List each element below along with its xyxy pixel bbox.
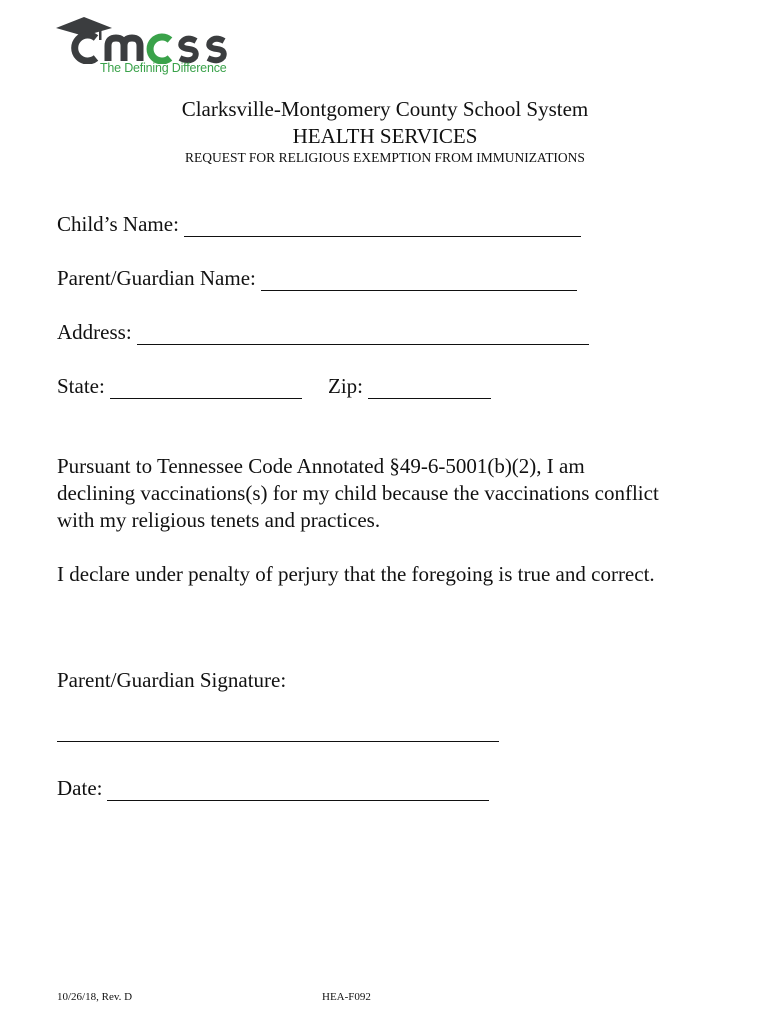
revision-date: 10/26/18, Rev. D xyxy=(57,991,133,1003)
date-label: Date: xyxy=(57,776,103,800)
address-field[interactable] xyxy=(57,320,589,345)
signature-blank[interactable] xyxy=(57,719,499,742)
address-label: Address: xyxy=(57,320,132,344)
paragraph-line: declining vaccinations(s) for my child because the vaccinations conflict xyxy=(57,481,659,505)
child-name-label: Child’s Name: xyxy=(57,212,179,236)
paragraph-line: with my religious tenets and practices. xyxy=(57,508,381,532)
paragraph-line: Pursuant to Tennessee Code Annotated §49-6-5001(b)(2), I am xyxy=(57,454,585,478)
signature-label: Parent/Guardian Signature: xyxy=(57,668,287,692)
state-label: State: xyxy=(57,374,105,398)
form-number: HEA-F092 xyxy=(322,991,371,1003)
child-name-blank[interactable] xyxy=(184,214,581,237)
logo-tagline: The Defining Difference xyxy=(100,61,227,75)
state-blank[interactable] xyxy=(110,376,302,399)
exemption-paragraph xyxy=(57,453,659,534)
parent-name-field[interactable] xyxy=(57,266,577,291)
zip-field[interactable] xyxy=(328,374,491,399)
parent-name-label: Parent/Guardian Name: xyxy=(57,266,256,290)
address-blank[interactable] xyxy=(137,322,589,345)
state-field[interactable] xyxy=(57,374,302,399)
perjury-declaration: I declare under penalty of perjury that the foregoing is true and correct. xyxy=(57,562,655,586)
child-name-field[interactable] xyxy=(57,212,581,237)
zip-blank[interactable] xyxy=(368,376,491,399)
form-title: REQUEST FOR RELIGIOUS EXEMPTION FROM IMMUNIZATIONS xyxy=(185,150,585,165)
logo-graphic xyxy=(56,14,246,64)
department-name: HEALTH SERVICES xyxy=(292,124,478,148)
date-field[interactable] xyxy=(57,776,489,801)
zip-label: Zip: xyxy=(328,374,363,398)
organization-name: Clarksville-Montgomery County School System xyxy=(181,97,589,121)
date-blank[interactable] xyxy=(107,778,489,801)
parent-name-blank[interactable] xyxy=(261,268,577,291)
